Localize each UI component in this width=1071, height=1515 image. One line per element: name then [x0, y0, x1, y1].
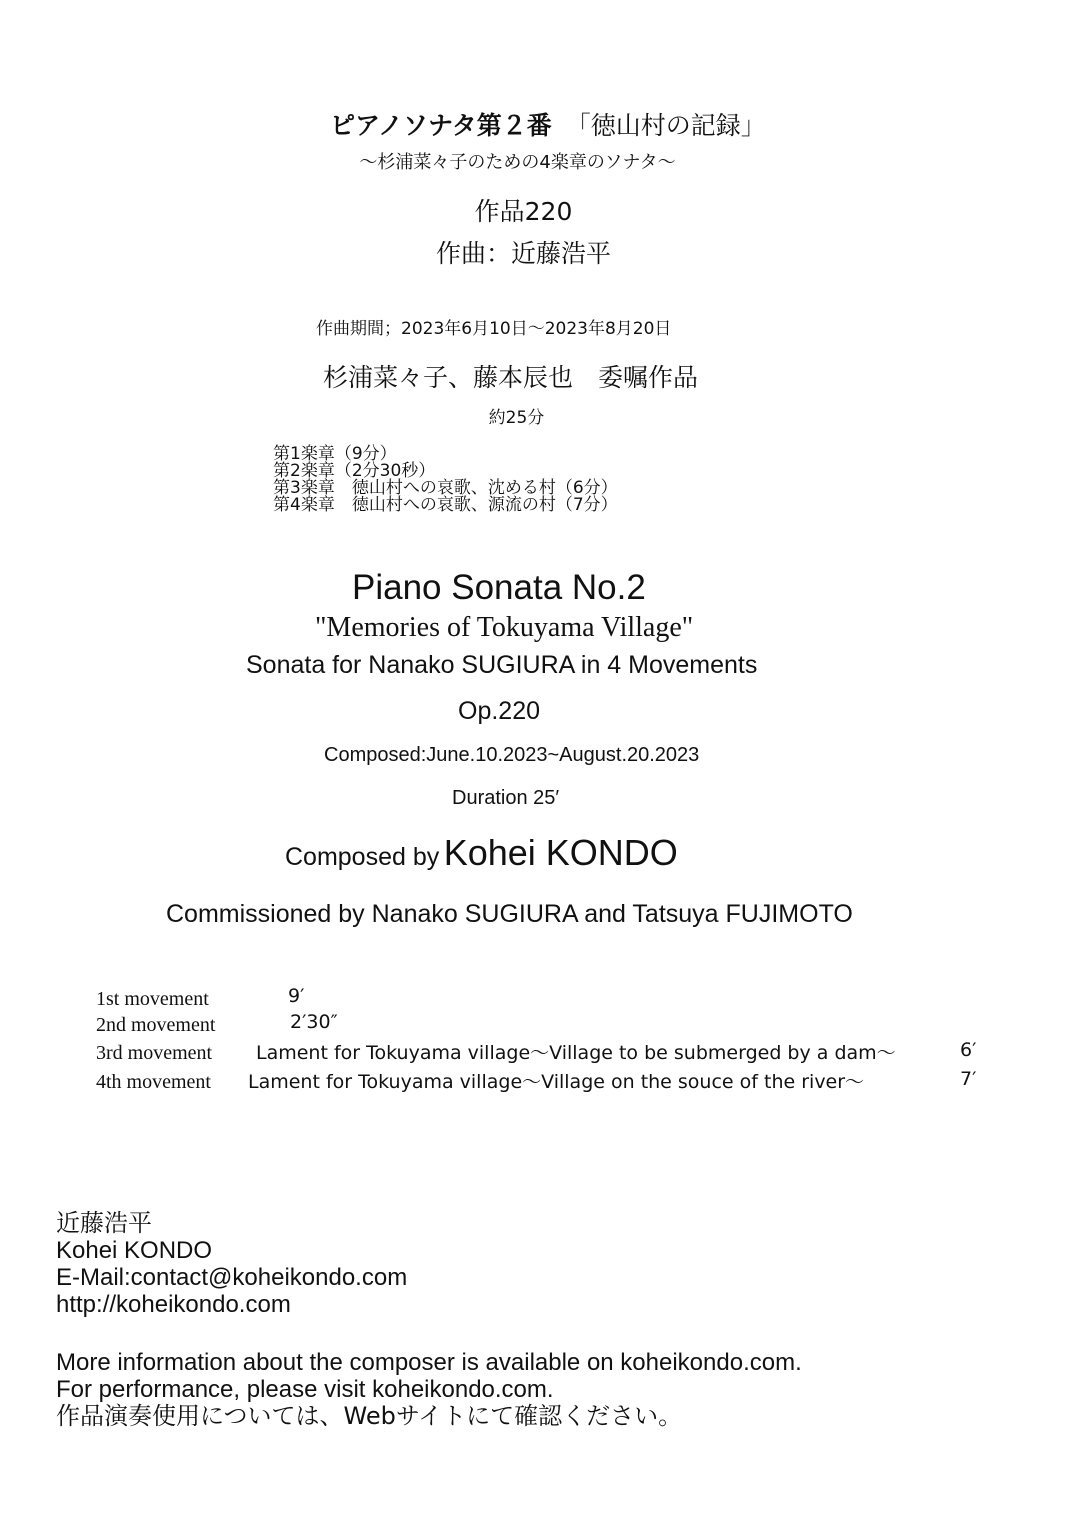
en-subtitle: "Memories of Tokuyama Village" [315, 612, 694, 643]
en-commission: Commissioned by Nanako SUGIURA and Tatsuya FUJIMOTO [166, 900, 853, 928]
info-line-2: For performance, please visit koheikondo.com. [56, 1376, 554, 1403]
jp-movement-list [273, 446, 618, 514]
composer-name: Kohei KONDO [443, 832, 678, 873]
en-movement-2 [96, 1011, 215, 1038]
en-duration: Duration 25′ [452, 787, 560, 809]
en-movement-4 [96, 1068, 864, 1095]
en-movement-1-duration: 9′ [288, 985, 305, 1007]
en-movement-2-label: 2nd movement [96, 1014, 216, 1036]
jp-commission: 杉浦菜々子、藤本辰也 委嘱作品 [323, 363, 699, 392]
en-movement-3-label: 3rd movement [96, 1042, 213, 1064]
en-movement-1 [96, 985, 209, 1012]
en-movement-4-desc: Lament for Tokuyama village〜Village on the souce of the river〜 [248, 1071, 865, 1093]
jp-title-main: ピアノソナタ第２番 [330, 111, 552, 140]
en-movement-3 [96, 1039, 896, 1066]
jp-title [330, 106, 766, 142]
jp-opus: 作品220 [474, 197, 573, 226]
en-movement-3-desc: Lament for Tokuyama village〜Village to be submerged by a dam〜 [256, 1042, 896, 1064]
en-movement-4-label: 4th movement [96, 1071, 211, 1093]
en-composed-dates: Composed:June.10.2023~August.20.2023 [324, 744, 700, 766]
en-movement-4-duration: 7′ [960, 1068, 977, 1090]
en-dedication: Sonata for Nanako SUGIURA in 4 Movements [246, 651, 758, 679]
composed-by-prefix: Composed by [285, 843, 440, 871]
jp-movement-3: 第3楽章 徳山村への哀歌、沈める村（6分） [273, 478, 618, 498]
jp-composer: 作曲：近藤浩平 [435, 239, 611, 268]
jp-movement-2: 第2楽章（2分30秒） [273, 461, 436, 481]
info-line-3: 作品演奏使用については、Webサイトにて確認ください。 [56, 1402, 683, 1430]
contact-email[interactable]: E-Mail:contact@koheikondo.com [56, 1264, 408, 1291]
jp-period: 作曲期間；2023年6月10日〜2023年8月20日 [316, 319, 672, 339]
en-movement-1-label: 1st movement [96, 988, 209, 1010]
contact-name-en: Kohei KONDO [56, 1237, 213, 1264]
en-movement-3-duration: 6′ [960, 1039, 977, 1061]
en-composed-by [285, 832, 678, 874]
info-block [56, 1349, 802, 1430]
jp-subtitle: 〜杉浦菜々子のための4楽章のソナタ〜 [359, 152, 676, 173]
en-opus: Op.220 [458, 697, 541, 725]
contact-url[interactable]: http://koheikondo.com [56, 1291, 291, 1318]
jp-movement-4: 第4楽章 徳山村への哀歌、源流の村（7分） [273, 495, 618, 515]
contact-block [56, 1210, 407, 1318]
jp-title-sub: 「徳山村の記録」 [565, 111, 766, 140]
en-movement-2-duration: 2′30″ [290, 1011, 338, 1033]
info-line-1: More information about the composer is available on koheikondo.com. [56, 1349, 802, 1376]
jp-movement-1: 第1楽章（9分） [273, 444, 397, 464]
contact-name-jp: 近藤浩平 [56, 1209, 152, 1237]
en-title: Piano Sonata No.2 [352, 568, 646, 607]
jp-duration: 約25分 [488, 408, 545, 428]
